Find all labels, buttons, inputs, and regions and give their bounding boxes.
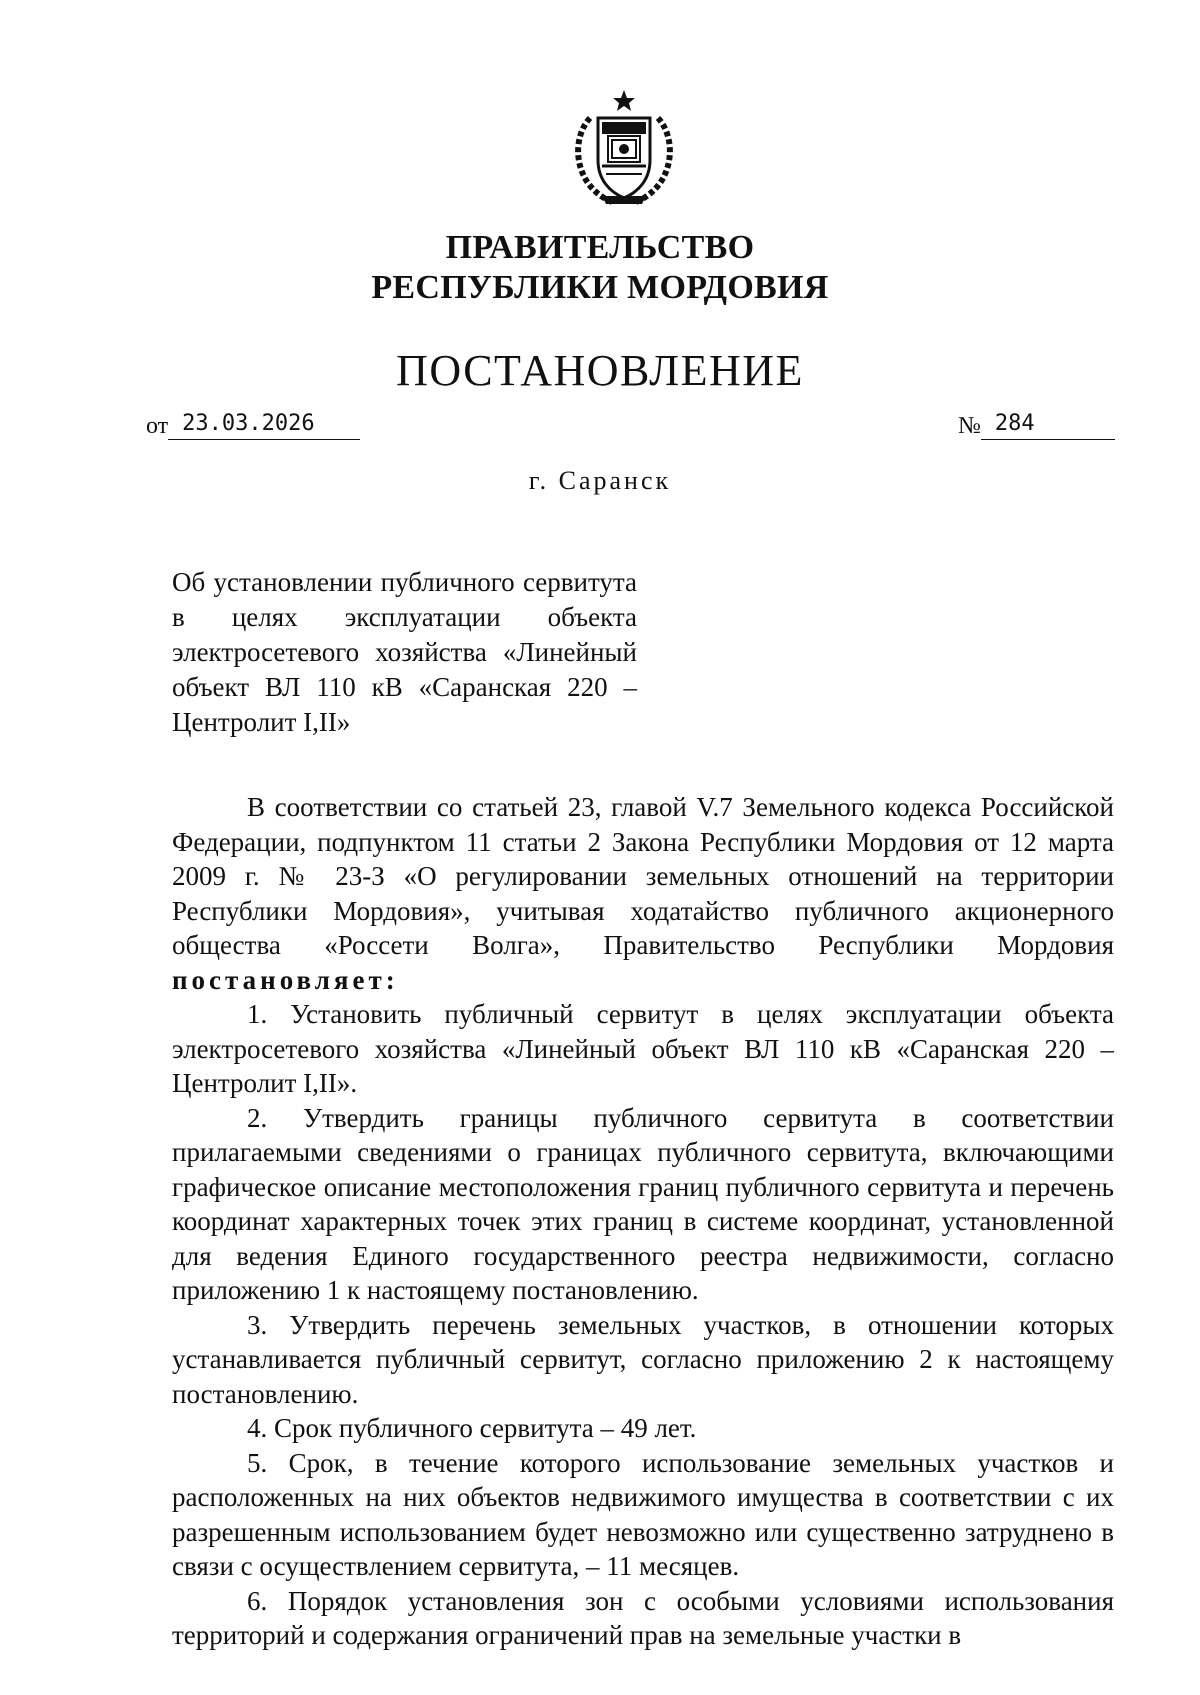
date-field xyxy=(146,412,360,440)
organization-name-line1: ПРАВИТЕЛЬСТВО xyxy=(445,229,755,266)
coat-of-arms-emblem xyxy=(568,88,680,210)
date-prefix: от xyxy=(146,413,169,439)
list-item: 2. Утвердить границы публичного сервитута в соответствии прилагаемыми сведениями о границах публичного сервитута, включающими графическое описание местоположения границ публичного сервитута и перечень координат характерных точек этих границ в системе координат, установленной для ведения Единого государственного реестра недвижимости, согласно приложению 1 к настоящему постановлению. xyxy=(172,1102,1114,1305)
number-field xyxy=(958,412,1115,440)
preamble-text: В соответствии со статьей 23, главой V.7 Земельного кодекса Российской Федерации, подпунктом 11 статьи 2 Закона Республики Мордовия от 12 марта 2009 г. № 23-З «О регулировании земельных отношений на территории Республики Мордовия», учитывая ходатайство публичного акционерного общества «Россети Волга», Правительство Республики Мордовия xyxy=(172,792,1114,960)
city-name: г. Саранск xyxy=(528,466,672,495)
list-item: 4. Срок публичного сервитута – 49 лет. xyxy=(247,1413,697,1443)
number-prefix: № xyxy=(958,413,981,439)
list-item: 1. Установить публичный сервитут в целях эксплуатации объекта электросетевого хозяйства «Линейный объект ВЛ 110 кВ «Саранская 220 – Центролит I,II». xyxy=(172,999,1114,1098)
preamble-paragraph xyxy=(172,790,1114,997)
subject-text: Об установлении публичного сервитута в целях эксплуатации объекта электросетевого хозяйства «Линейный объект ВЛ 110 кВ «Саранская 220 – Центролит I,II» xyxy=(172,567,637,737)
list-item: 5. Срок, в течение которого использование земельных участков и расположенных на них объектов недвижимого имущества в соответствии с их разрешенным использованием будет невозможно или существенно затруднено в связи с осуществлением сервитута, – 11 месяцев. xyxy=(172,1447,1114,1581)
list-item: 6. Порядок установления зон с особыми условиями использования территорий и содержания ограничений прав на земельные участки в xyxy=(172,1585,1114,1650)
list-item: 3. Утвердить перечень земельных участков, в отношении которых устанавливается публичный сервитут, согласно приложению 2 к настоящему постановлению. xyxy=(172,1309,1114,1409)
number-value: 284 xyxy=(981,412,1115,440)
document-subject xyxy=(172,565,637,740)
date-value: 23.03.2026 xyxy=(168,412,360,440)
document-type-title: ПОСТАНОВЛЕНИЕ xyxy=(396,346,804,395)
document-body xyxy=(172,790,1114,1653)
decree-word: постановляет: xyxy=(172,964,399,995)
organization-name-line2: РЕСПУБЛИКИ МОРДОВИЯ xyxy=(371,269,829,306)
